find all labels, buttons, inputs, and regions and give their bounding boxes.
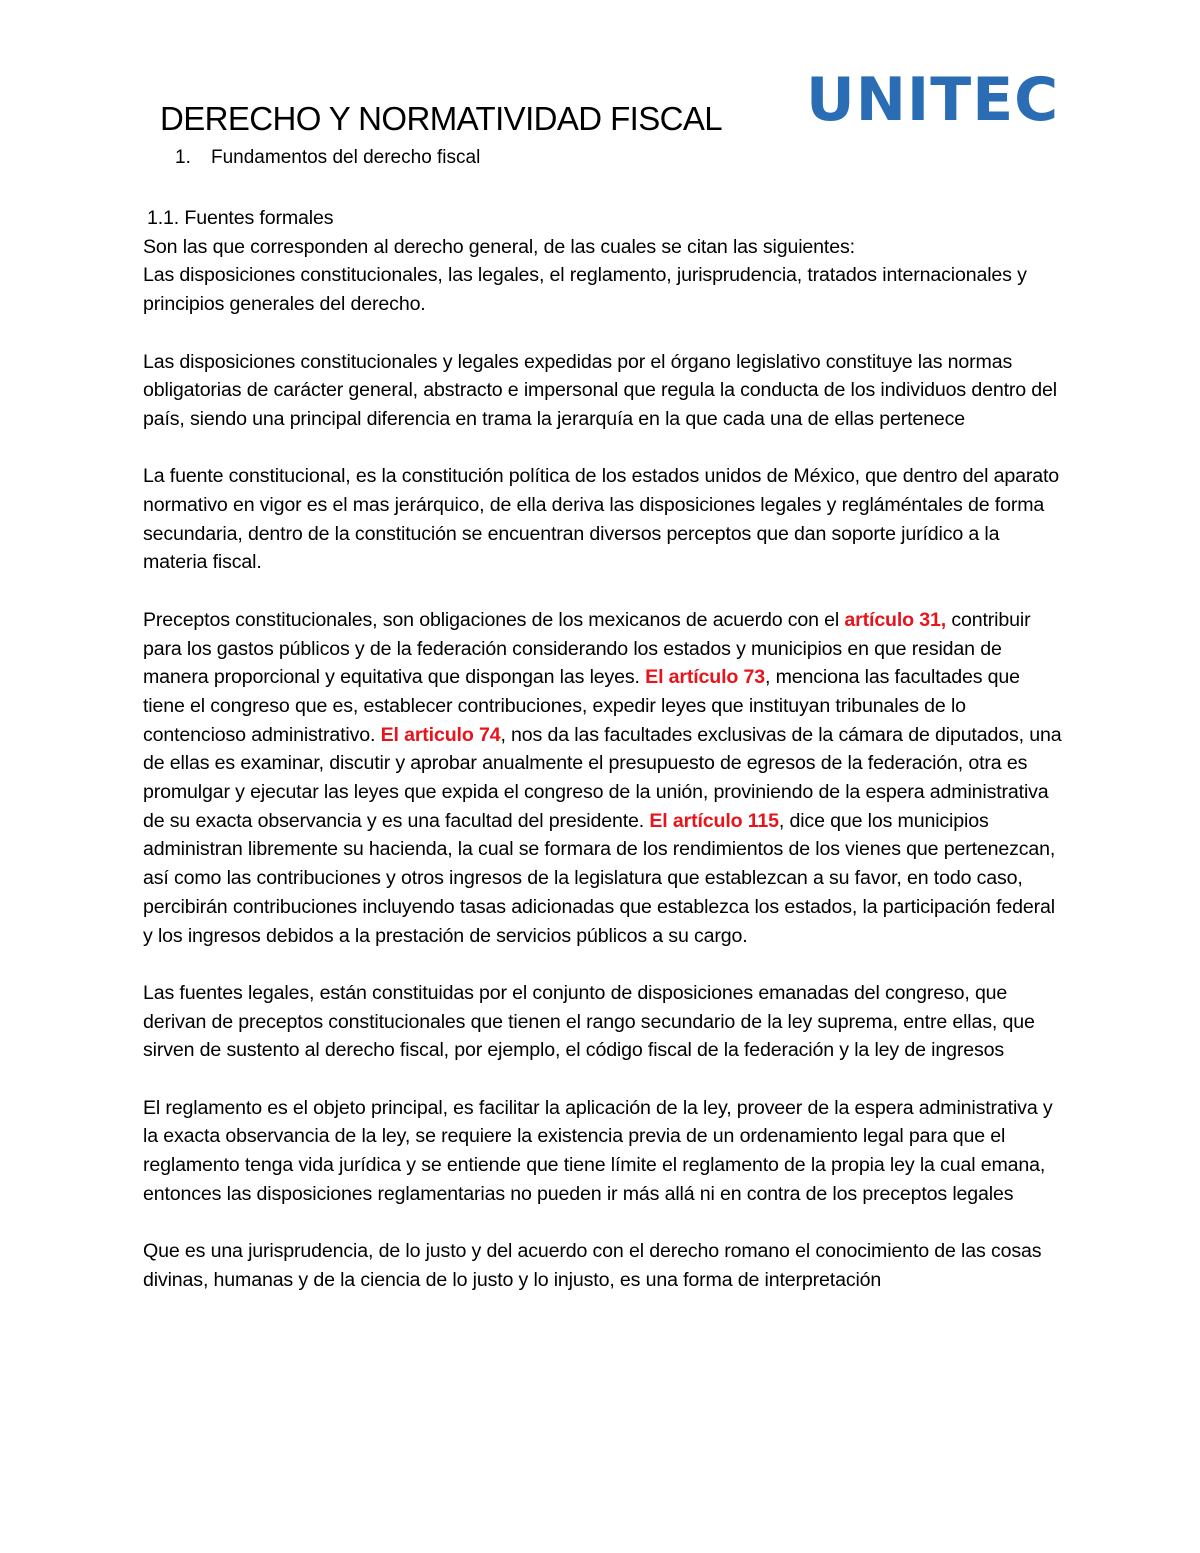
paragraph-jurisprudencia: Que es una jurisprudencia, de lo justo y del acuerdo con el derecho romano el conocimiento de las cosas divinas, humanas y de la ciencia de lo justo y lo injusto, es una forma de interpretación xyxy=(143,1240,1042,1291)
section-number: 1. xyxy=(175,147,191,168)
paragraph-intro-a: Son las que corresponden al derecho general, de las cuales se citan las siguientes: xyxy=(143,235,855,258)
paragraph-disposiciones: Las disposiciones constitucionales y legales expedidas por el órgano legislativo constituye las normas obligatorias de carácter general, abstracto e impersonal que regula la conducta de los individuos dentro del país, siendo una principal diferencia en trama la jerarquía en la que cada una de ellas pertenece xyxy=(143,350,1057,430)
section-heading-1 xyxy=(175,147,480,169)
article-115-highlight: El artículo 115 xyxy=(649,809,779,832)
document-body xyxy=(143,204,1063,1323)
article-31-highlight: artículo 31, xyxy=(844,608,947,631)
subsection-heading: 1.1. Fuentes formales xyxy=(147,207,334,229)
paragraph-fuente-constitucional: La fuente constitucional, es la constitución política de los estados unidos de México, que dentro del aparato normativo en vigor es el mas jerárquico, de ella deriva las disposiciones legales y regláméntales de forma secundaria, dentro de la constitución se encuentran diversos perceptos que dan soporte jurídico a la materia fiscal. xyxy=(143,465,1060,574)
preceptos-text-3: , menciona las facultades que tiene el congreso que es, establecer contribuciones, expedir leyes que instituyan tribunales de lo contencioso administrativo. xyxy=(143,666,1020,746)
paragraph-fuentes-legales: Las fuentes legales, están constituidas por el conjunto de disposiciones emanadas del congreso, que derivan de preceptos constitucionales que tienen el rango secundario de la ley suprema, entre ellas, que sirven de sustento al derecho fiscal, por ejemplo, el código fiscal de la federación y la ley de ingresos xyxy=(143,981,1035,1062)
article-73-highlight: El artículo 73 xyxy=(645,666,766,689)
unitec-logo: UNITEC xyxy=(806,65,1060,135)
paragraph-intro-b: Las disposiciones constitucionales, las legales, el reglamento, jurisprudencia, tratados internacionales y principios generales del derecho. xyxy=(143,264,1027,316)
preceptos-text-5: , dice que los municipios administran libremente su hacienda, la cual se formara de los rendimientos de los vienes que pertenezcan, así como las contribuciones y otros ingresos de la legislatura que establezcan a su favor, en todo caso, percibirán contribuciones incluyendo tasas adicionadas que establezca los estados, la participación federal y los ingresos debidos a la prestación de servicios públicos a su cargo. xyxy=(143,809,1056,947)
paragraph-preceptos xyxy=(143,606,1063,950)
document-title: DERECHO Y NORMATIVIDAD FISCAL xyxy=(160,100,723,137)
section-label: Fundamentos del derecho fiscal xyxy=(211,147,481,168)
preceptos-text-1: Preceptos constitucionales, son obligaciones de los mexicanos de acuerdo con el xyxy=(143,608,845,631)
preceptos-text-4: , nos da las facultades exclusivas de la cámara de diputados, una de ellas es examinar, discutir y aprobar anualmente el presupuesto de egresos de la federación, otra es promulgar y ejecutar las leyes que expida el congreso de la unión, proviniendo de la espera administrativa de su exacta observancia y es una facultad del presidente. xyxy=(143,723,1062,832)
paragraph-reglamento: El reglamento es el objeto principal, es facilitar la aplicación de la ley, proveer de la espera administrativa y la exacta observancia de la ley, se requiere la existencia previa de un ordenamiento legal para que el reglamento tenga vida jurídica y se entiende que tiene límite el reglamento de la propia ley la cual emana, entonces las disposiciones reglamentarias no pueden ir más allá ni en contra de los preceptos legales xyxy=(143,1096,1053,1205)
preceptos-text-2: contribuir para los gastos públicos y de la federación considerando los estados y municipios en que residan de manera proporcional y equitativa que dispongan las leyes. xyxy=(143,608,1031,689)
article-74-highlight: El articulo 74 xyxy=(380,723,501,746)
